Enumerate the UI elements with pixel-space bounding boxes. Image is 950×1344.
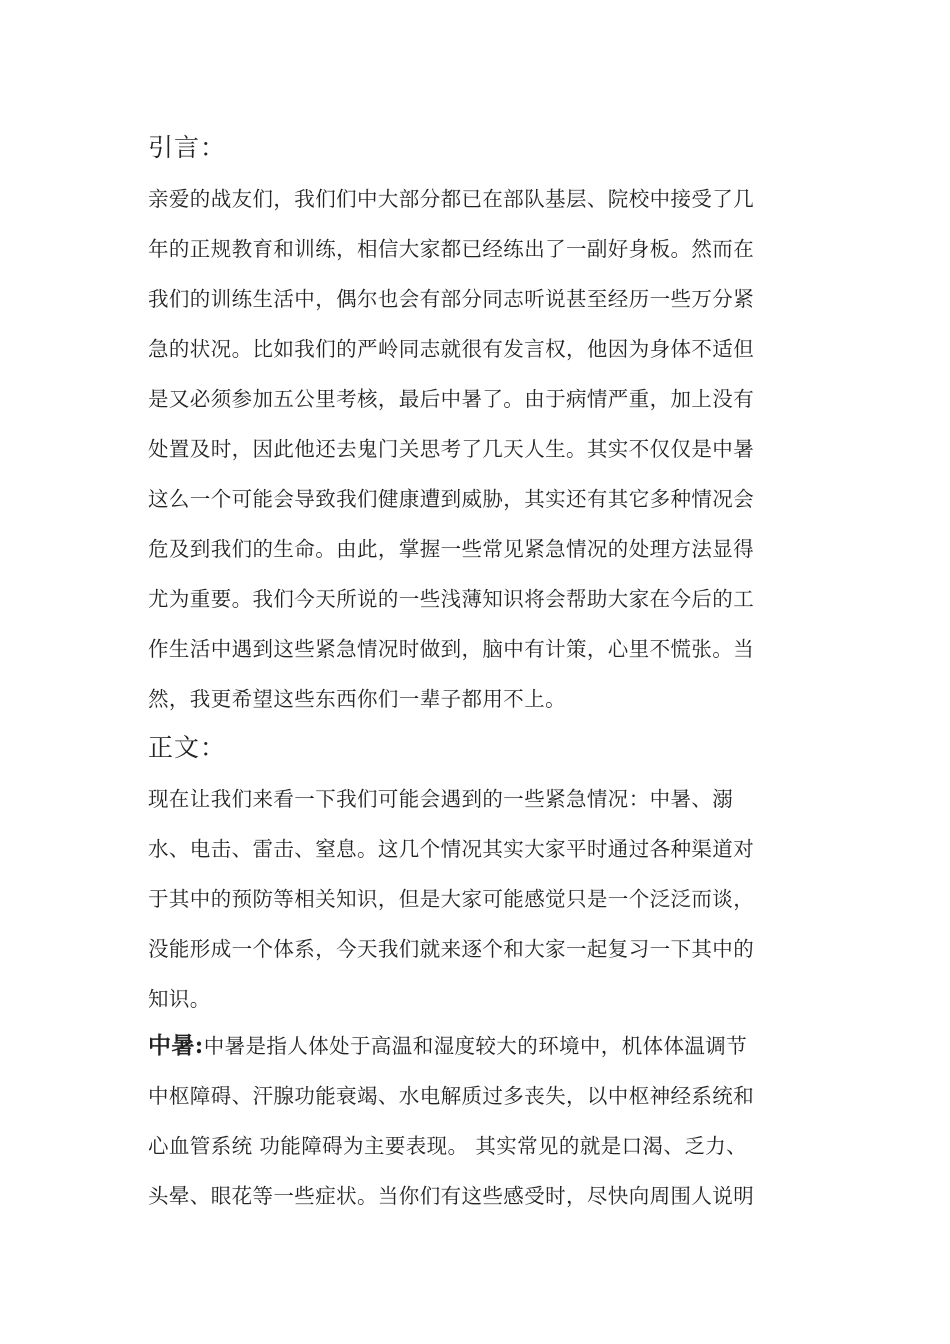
heatstroke-line: 头晕、眼花等一些症状。当你们有这些感受时，尽快向周围人说明 [148, 1184, 755, 1208]
intro-line: 作生活中遇到这些紧急情况时做到，脑中有计策，心里不慌张。当 [148, 637, 755, 661]
intro-heading: 引言： [148, 133, 227, 162]
heatstroke-definition: 中暑是指人体处于高温和湿度较大的环境中，机体体温调节 [203, 1034, 748, 1058]
intro-line: 我们的训练生活中，偶尔也会有部分同志听说甚至经历一些万分紧 [148, 287, 755, 311]
body-line: 现在让我们来看一下我们可能会遇到的一些紧急情况：中暑、溺 [148, 787, 734, 811]
heatstroke-line: 中枢障碍、汗腺功能衰竭、水电解质过多丧失，以中枢神经系统和 [148, 1084, 755, 1108]
intro-line: 然，我更希望这些东西你们一辈子都用不上。 [148, 687, 566, 711]
intro-line: 年的正规教育和训练，相信大家都已经练出了一副好身板。然而在 [148, 237, 755, 261]
intro-line: 这么一个可能会导致我们健康遭到威胁，其实还有其它多种情况会 [148, 487, 755, 511]
intro-line: 处置及时，因此他还去鬼门关思考了几天人生。其实不仅仅是中暑 [148, 437, 755, 461]
heatstroke-paragraph-start [148, 1031, 747, 1061]
intro-line: 是又必须参加五公里考核，最后中暑了。由于病情严重，加上没有 [148, 387, 755, 411]
intro-line: 尤为重要。我们今天所说的一些浅薄知识将会帮助大家在今后的工 [148, 587, 755, 611]
body-line: 于其中的预防等相关知识，但是大家可能感觉只是一个泛泛而谈， [148, 887, 755, 911]
intro-line: 危及到我们的生命。由此，掌握一些常见紧急情况的处理方法显得 [148, 537, 755, 561]
body-line: 没能形成一个体系，今天我们就来逐个和大家一起复习一下其中的 [148, 937, 755, 961]
heatstroke-term: 中暑: [148, 1032, 204, 1059]
intro-line: 亲爱的战友们，我们们中大部分都已在部队基层、院校中接受了几 [148, 187, 755, 211]
heatstroke-line: 心血管系统 功能障碍为主要表现。 其实常见的就是口渴、乏力、 [148, 1134, 748, 1158]
body-heading: 正文： [148, 733, 227, 762]
body-line: 知识。 [148, 987, 211, 1011]
document-body [148, 0, 808, 1344]
body-line: 水、电击、雷击、窒息。这几个情况其实大家平时通过各种渠道对 [148, 837, 755, 861]
intro-line: 急的状况。比如我们的严岭同志就很有发言权，他因为身体不适但 [148, 337, 755, 361]
